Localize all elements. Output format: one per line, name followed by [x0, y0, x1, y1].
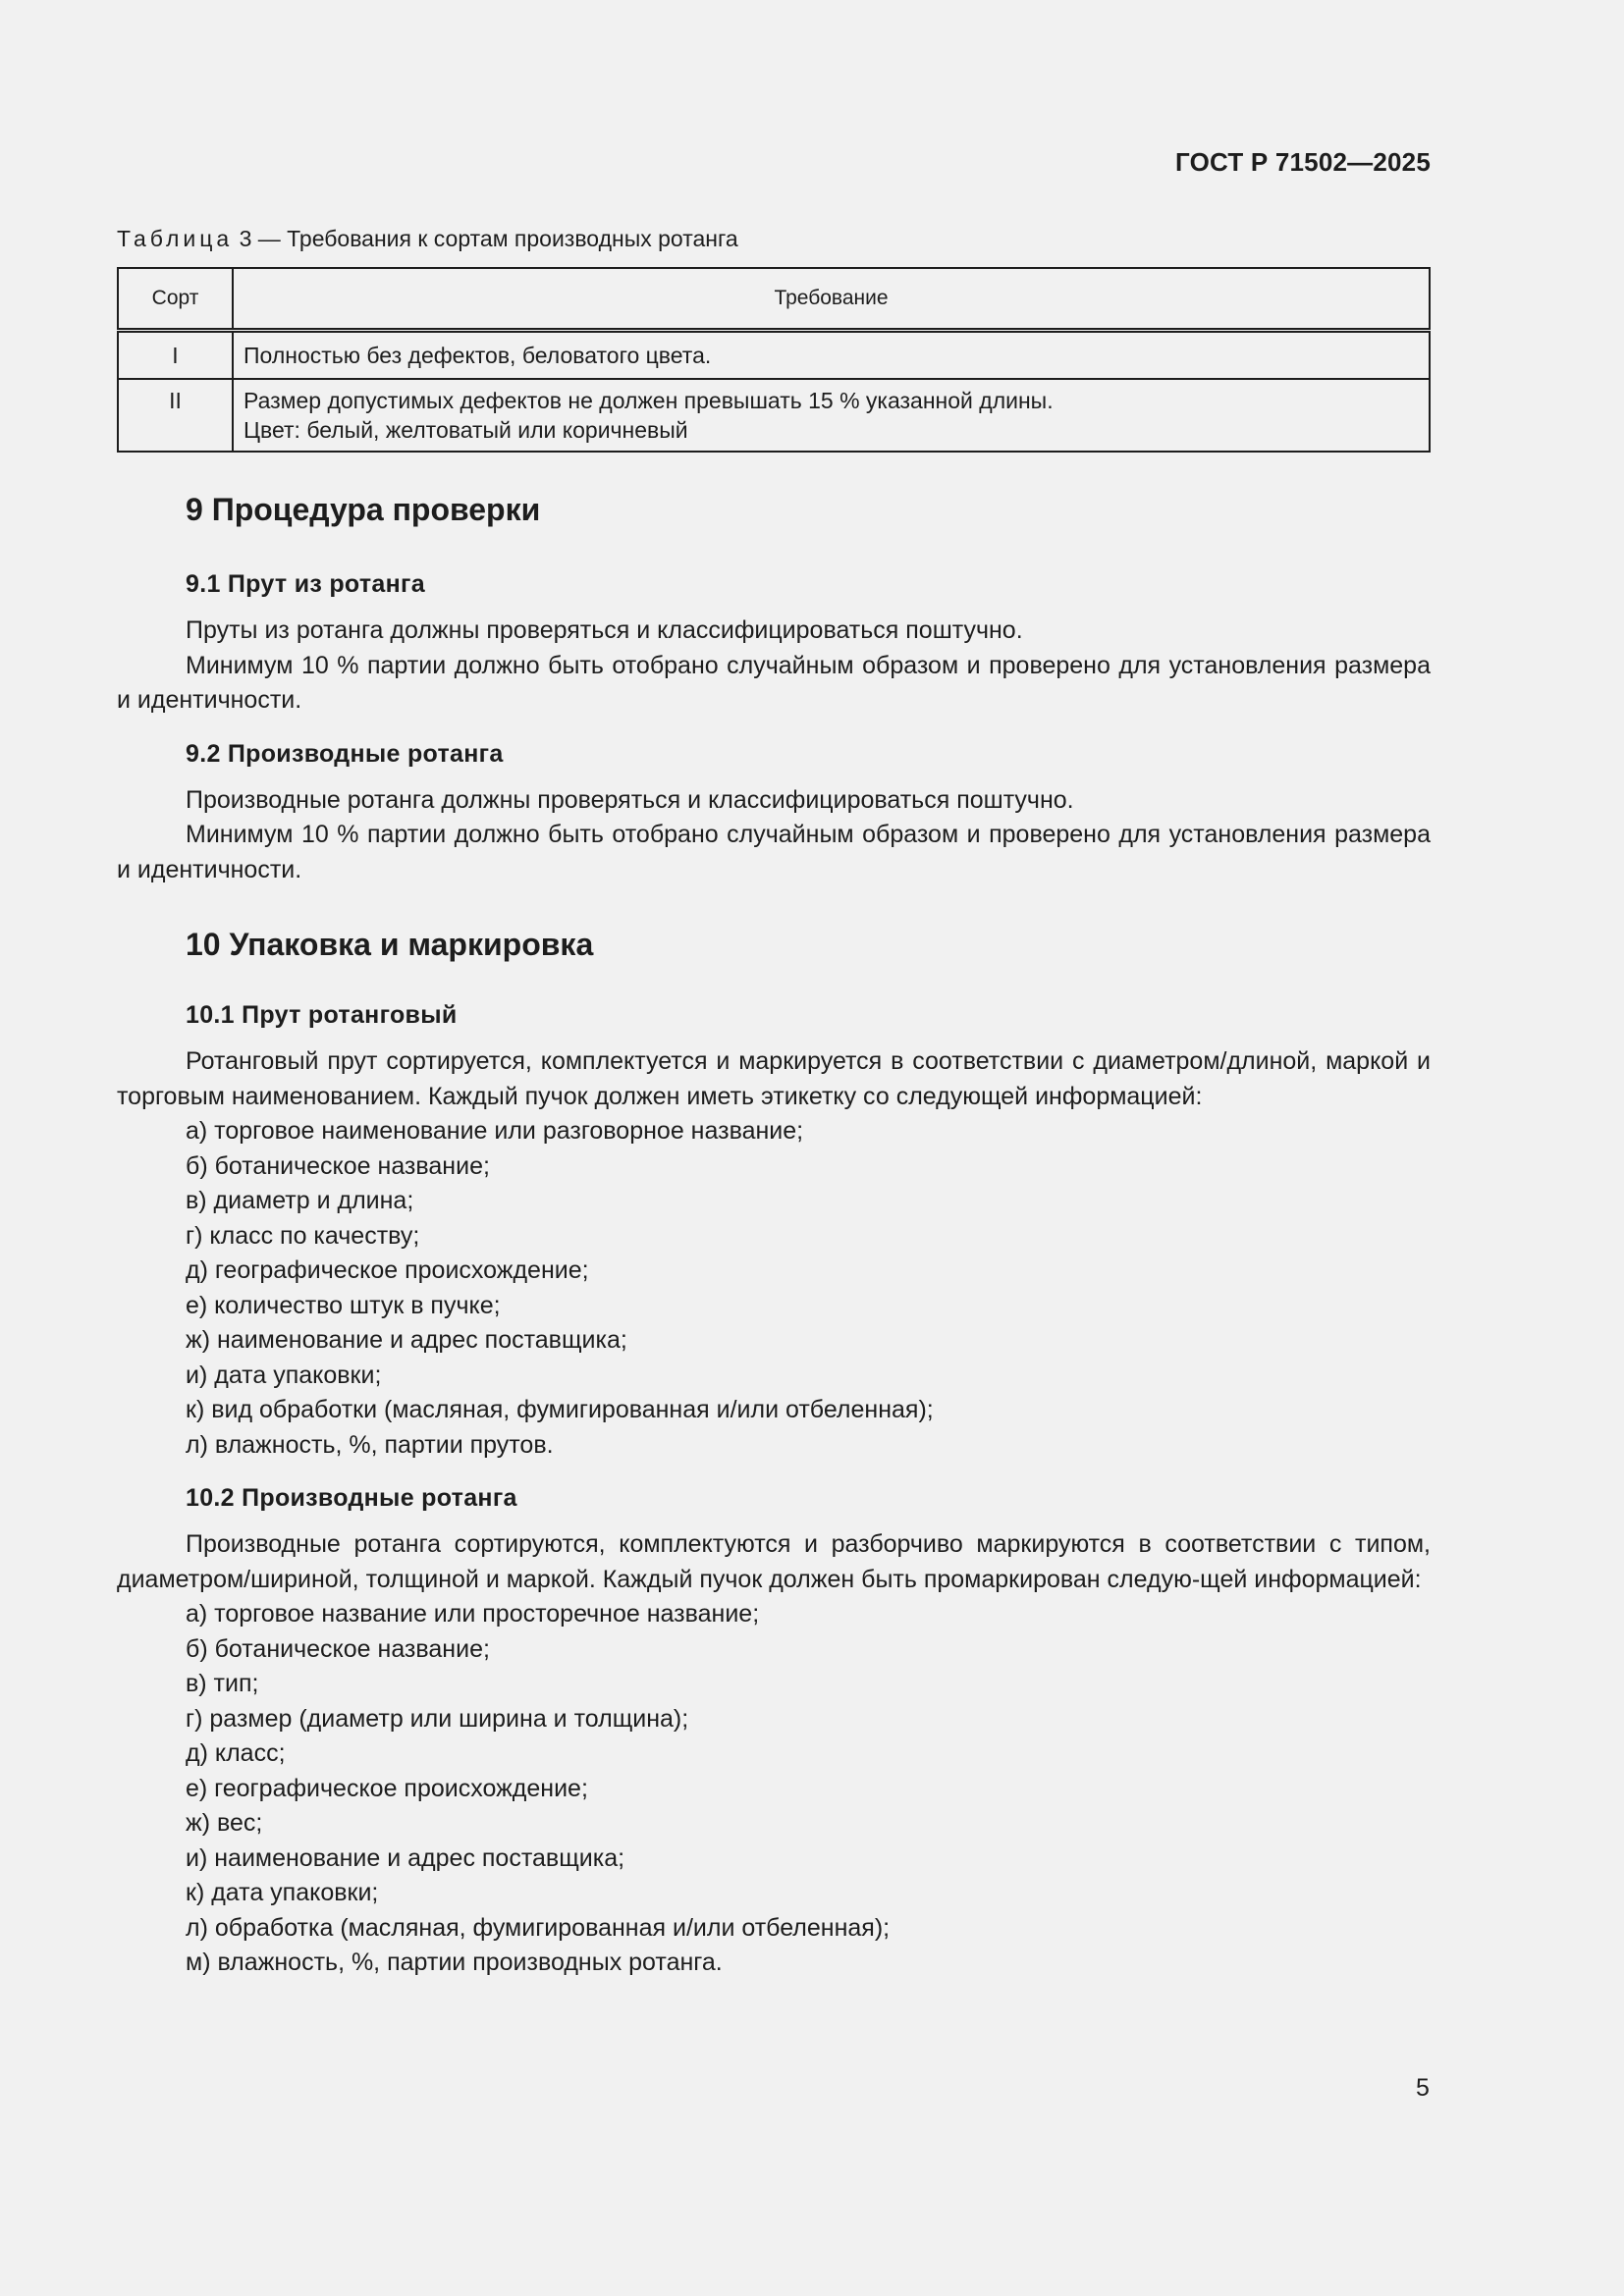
requirement-text: Цвет: белый, желтоватый или коричневый [244, 417, 688, 443]
table-caption [117, 224, 1431, 253]
list-item: е) географическое происхождение; [186, 1774, 588, 1802]
list-item: л) влажность, %, партии прутов. [186, 1430, 554, 1459]
list-item: и) дата упаковки; [186, 1361, 382, 1389]
table-caption-text: 3 — Требования к сортам производных ротанга [233, 226, 738, 251]
subsection-9-2-title: 9.2 Производные ротанга [186, 739, 504, 768]
section-10-title: 10 Упаковка и маркировка [186, 927, 594, 962]
page-number: 5 [1416, 2074, 1430, 2102]
list-item: б) ботаническое название; [186, 1634, 490, 1663]
paragraph: Минимум 10 % партии должно быть отобрано случайным образом и проверено для установления размера и идентичности. [117, 821, 1431, 883]
list-item: к) дата упаковки; [186, 1879, 379, 1906]
paragraph: Минимум 10 % партии должно быть отобрано случайным образом и проверено для установления размера и идентичности. [117, 651, 1431, 714]
list-item: в) диаметр и длина; [186, 1187, 414, 1214]
page-content [117, 224, 1431, 1981]
subsection-10-1-title: 10.1 Прут ротанговый [186, 1001, 458, 1029]
requirement-cell [233, 331, 1430, 380]
requirements-table [117, 267, 1431, 453]
requirement-cell [233, 379, 1430, 452]
paragraph: Производные ротанга должны проверяться и классифицироваться поштучно. [186, 785, 1074, 814]
requirement-text: Размер допустимых дефектов не должен превышать 15 % указанной длины. [244, 388, 1054, 413]
table-header-row [118, 268, 1430, 331]
sort-cell: I [118, 331, 233, 380]
list-item: а) торговое название или просторечное название; [186, 1600, 760, 1628]
list-10-2 [117, 1597, 1431, 1981]
list-item: ж) наименование и адрес поставщика; [186, 1326, 627, 1354]
list-item: а) торговое наименование или разговорное название; [186, 1117, 804, 1145]
sort-cell: II [118, 379, 233, 452]
list-item: в) тип; [186, 1670, 259, 1697]
col-header-sort: Сорт [118, 268, 233, 331]
list-item: б) ботаническое название; [186, 1151, 490, 1180]
list-item: м) влажность, %, партии производных ротанга. [186, 1949, 723, 1976]
list-item: г) размер (диаметр или ширина и толщина); [186, 1704, 689, 1733]
section-9-title: 9 Процедура проверки [186, 492, 541, 527]
paragraph: Ротанговый прут сортируется, комплектуется и маркируется в соответствии с диаметром/длиной, маркой и торговым наименованием. Каждый пучок должен иметь этикетку со следующей информацией: [117, 1047, 1431, 1110]
paragraph: Производные ротанга сортируются, комплектуются и разборчиво маркируются в соответствии с типом, диаметром/шириной, толщиной и маркой. Каждый пучок должен быть промаркирован следую-щей информацией: [117, 1530, 1431, 1593]
list-item: г) класс по качеству; [186, 1221, 420, 1250]
document-id: ГОСТ Р 71502—2025 [1175, 147, 1431, 177]
list-10-1 [117, 1114, 1431, 1463]
col-header-requirement: Требование [233, 268, 1430, 331]
table-row [118, 331, 1430, 380]
list-item: к) вид обработки (масляная, фумигированная и/или отбеленная); [186, 1396, 934, 1423]
table-row [118, 379, 1430, 452]
list-item: ж) вес; [186, 1809, 263, 1837]
subsection-10-2-title: 10.2 Производные ротанга [186, 1484, 517, 1512]
list-item: д) класс; [186, 1739, 286, 1767]
paragraph: Пруты из ротанга должны проверяться и классифицироваться поштучно. [186, 616, 1023, 644]
list-item: д) географическое происхождение; [186, 1256, 589, 1284]
list-item: е) количество штук в пучке; [186, 1291, 501, 1319]
requirement-text: Полностью без дефектов, беловатого цвета. [244, 343, 712, 368]
subsection-9-1-title: 9.1 Прут из ротанга [186, 570, 425, 598]
table-caption-word: Таблица [117, 226, 234, 251]
list-item: и) наименование и адрес поставщика; [186, 1843, 625, 1872]
list-item: л) обработка (масляная, фумигированная и/или отбеленная); [186, 1913, 891, 1942]
